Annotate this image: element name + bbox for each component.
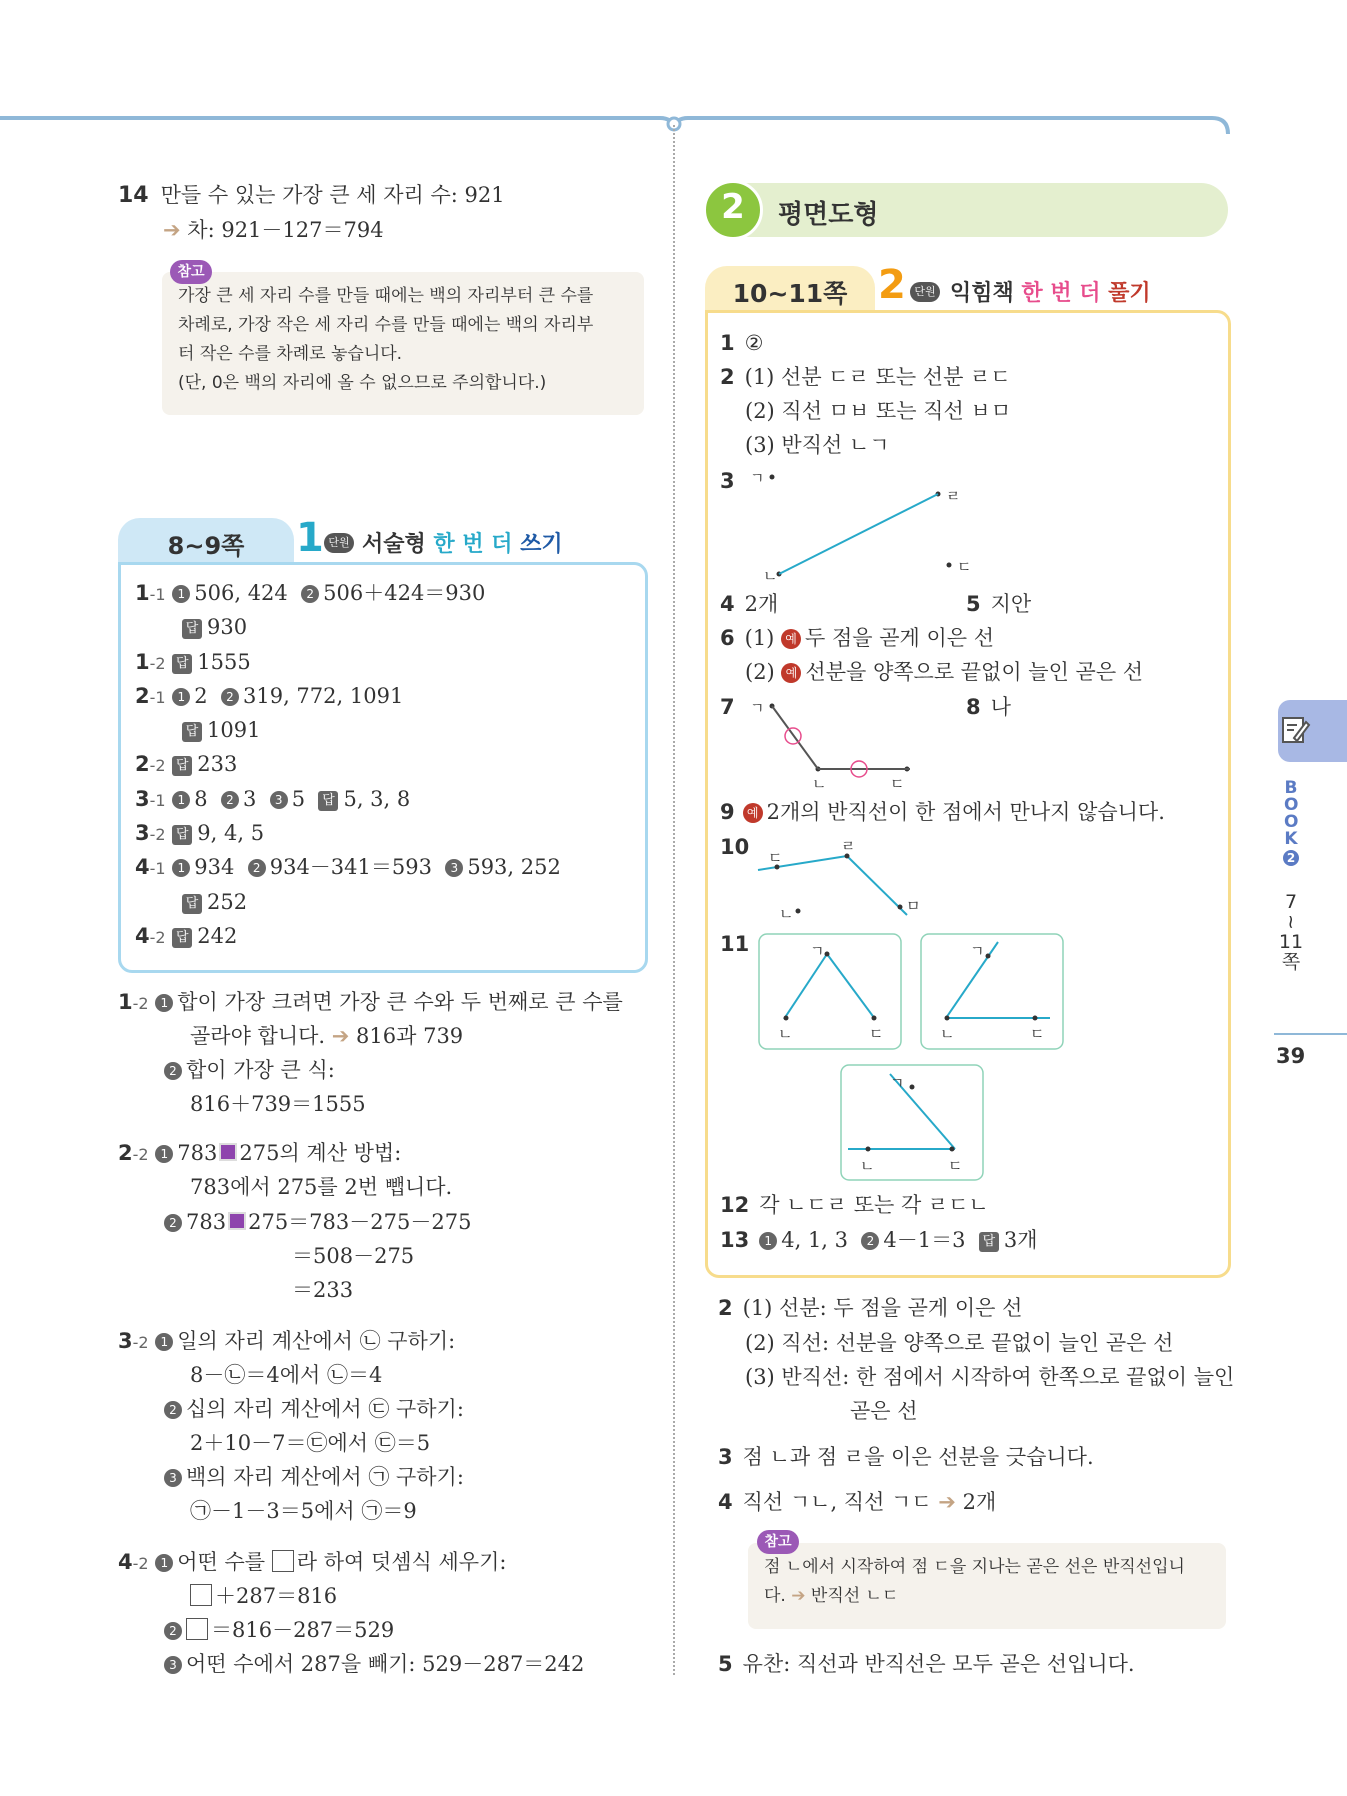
label-a11-g: ㄱ <box>810 942 825 960</box>
circle-3-icon: 3 <box>164 1469 182 1487</box>
right-title-c: 풀기 <box>1108 281 1151 306</box>
item-sub: -2 <box>149 654 166 673</box>
label-a7-1: ㄴ <box>812 775 827 793</box>
example-badge-icon: 예 <box>781 629 801 649</box>
answer: (1) 선분 ㄷㄹ 또는 선분 ㄹㄷ <box>744 365 1011 389</box>
label-a10-1: ㄹ <box>841 837 856 855</box>
item-number: 2 <box>118 1141 133 1165</box>
book-label: BOOK <box>1284 778 1299 849</box>
figure-7 <box>740 690 920 780</box>
item-number: 5 <box>718 1652 733 1676</box>
answer: 1091 <box>207 718 261 742</box>
item-number: 9 <box>720 800 735 824</box>
expl-text: 백의 자리 계산에서 ㉠ 구하기: <box>186 1465 464 1489</box>
arrow-icon: ➔ <box>163 218 181 242</box>
item-number: 6 <box>720 626 735 650</box>
section-number: 2 <box>721 187 745 227</box>
item-number: 3 <box>135 787 150 811</box>
answer-badge-icon: 답 <box>172 756 192 776</box>
circle-1-icon: 1 <box>759 1232 777 1250</box>
item-sub: -2 <box>132 994 149 1013</box>
item-sub: -1 <box>149 688 166 707</box>
item-number: 4 <box>720 592 735 616</box>
circle-1-icon: 1 <box>172 791 190 809</box>
label-a11-d: ㄷ <box>869 1025 884 1043</box>
note-line: 가장 큰 세 자리 수를 만들 때에는 백의 자리부터 큰 수를 <box>178 286 594 306</box>
answer-badge-icon: 답 <box>182 722 202 742</box>
left-title-c: 쓰기 <box>520 532 563 557</box>
answer: (1) <box>744 626 782 650</box>
answer: (3) 반직선 ㄴㄱ <box>745 433 890 457</box>
edit-icon <box>1280 714 1312 746</box>
operator-square-icon <box>228 1212 246 1230</box>
answer-badge-icon: 답 <box>182 894 202 914</box>
q14-note <box>162 272 644 415</box>
page-number: 39 <box>1276 1044 1306 1068</box>
answer: 506＋424＝930 <box>323 581 486 605</box>
item-number: 12 <box>720 1193 750 1217</box>
answer: 3 <box>243 787 257 811</box>
expl-text: 2개 <box>962 1490 997 1514</box>
q14-line2: 차: 921－127＝794 <box>187 218 384 242</box>
answer: 319, 772, 1091 <box>243 684 404 708</box>
circle-1-icon: 1 <box>155 1554 173 1572</box>
expl-text: 합이 가장 크려면 가장 큰 수와 두 번째로 큰 수를 <box>177 990 623 1014</box>
circle-2-icon: 2 <box>164 1062 182 1080</box>
expl-text: (3) 반직선: 한 점에서 시작하여 한쪽으로 끝없이 늘인 <box>745 1365 1235 1389</box>
answer-badge-icon: 답 <box>182 619 202 639</box>
item-number: 1 <box>135 650 150 674</box>
answer-badge-icon: 답 <box>979 1232 999 1252</box>
circle-2-icon: 2 <box>164 1214 182 1232</box>
expl-text: 라 하여 덧셈식 세우기: <box>296 1550 507 1574</box>
answer: 930 <box>207 615 248 639</box>
item-number: 4 <box>118 1550 133 1574</box>
label-a3-1: ㄹ <box>946 487 961 505</box>
right-unit-number: 2 <box>878 262 906 308</box>
expl-text: 어떤 수를 <box>177 1550 272 1574</box>
answer: 4, 1, 3 <box>781 1228 849 1252</box>
circle-1-icon: 1 <box>155 1145 173 1163</box>
item-sub: -2 <box>149 928 166 947</box>
answer: 4－1＝3 <box>883 1228 966 1252</box>
item-sub: -2 <box>132 1554 149 1573</box>
arrow-icon: ➔ <box>331 1024 350 1048</box>
expl-text: 골라야 합니다. <box>190 1024 332 1048</box>
operator-square-icon <box>219 1143 237 1161</box>
expl-text: (1) 선분: 두 점을 곧게 이은 선 <box>742 1296 1023 1320</box>
note-line: 터 작은 수를 차례로 놓습니다. <box>178 344 403 364</box>
circle-1-icon: 1 <box>172 859 190 877</box>
answer: 506, 424 <box>194 581 288 605</box>
item-number: 4 <box>718 1490 733 1514</box>
item-number: 1 <box>135 581 150 605</box>
circle-1-icon: 1 <box>155 1333 173 1351</box>
expl-text: ＝816－287＝529 <box>211 1618 395 1642</box>
answer: 각 ㄴㄷㄹ 또는 각 ㄹㄷㄴ <box>759 1193 989 1217</box>
note-line: 점 ㄴ에서 시작하여 점 ㄷ을 지나는 곧은 선은 반직선입니 <box>764 1557 1185 1577</box>
answer: 나 <box>990 695 1011 719</box>
circle-3-icon: 3 <box>164 1656 182 1674</box>
item-number: 2 <box>135 684 150 708</box>
expl-text: 816＋739＝1555 <box>190 1092 366 1116</box>
expl-text: 275＝783－275－275 <box>248 1210 472 1234</box>
pages-to: 11 <box>1278 931 1304 953</box>
item-number: 3 <box>118 1329 133 1353</box>
answer: 5 <box>291 787 306 811</box>
left-header-pages: 8~9쪽 <box>167 532 245 560</box>
note-badge: 참고 <box>170 260 212 284</box>
example-badge-icon: 예 <box>743 803 763 823</box>
expl-text: 어떤 수에서 287을 빼기: 529－287＝242 <box>186 1652 585 1676</box>
expl-text: 유찬: 직선과 반직선은 모두 곧은 선입니다. <box>742 1652 1135 1676</box>
item-number: 2 <box>135 752 150 776</box>
answer: 선분을 양쪽으로 끝없이 늘인 곧은 선 <box>805 660 1144 684</box>
circle-2-icon: 2 <box>221 791 239 809</box>
label-a11b-n: ㄴ <box>940 1025 955 1043</box>
answer: 1555 <box>197 650 251 674</box>
expl-text: ＋287＝816 <box>215 1584 338 1608</box>
example-badge-icon: 예 <box>781 663 801 683</box>
note-line: 다. <box>764 1586 792 1606</box>
answer: 8 <box>194 787 208 811</box>
blank-box-icon <box>186 1618 208 1640</box>
answer: 242 <box>197 924 238 948</box>
unit-badge: 단원 <box>324 533 354 553</box>
e4-note <box>748 1543 1226 1629</box>
item-sub: -1 <box>149 791 166 810</box>
circle-2-icon: 2 <box>164 1401 182 1419</box>
item-number: 11 <box>720 932 750 956</box>
label-a3-2: ㄴ <box>763 567 778 585</box>
circle-1-icon: 1 <box>155 994 173 1012</box>
column-divider <box>673 125 675 1675</box>
expl-text: 783에서 275를 2번 뺍니다. <box>190 1175 453 1199</box>
label-a10-2: ㄴ <box>779 905 794 923</box>
answer-badge-icon: 답 <box>172 654 192 674</box>
answer: 593, 252 <box>467 855 561 879</box>
blank-box-icon <box>190 1584 212 1606</box>
answer: (2) 직선 ㅁㅂ 또는 직선 ㅂㅁ <box>745 399 1011 423</box>
expl-text: 십의 자리 계산에서 ㉢ 구하기: <box>186 1397 464 1421</box>
expl-text: ㉠－1－3＝5에서 ㉠＝9 <box>190 1499 417 1523</box>
answer: 두 점을 곧게 이은 선 <box>805 626 995 650</box>
answer: 2 <box>194 684 208 708</box>
circle-3-icon: 3 <box>270 791 288 809</box>
item-sub: -1 <box>149 859 166 878</box>
circle-2-icon: 2 <box>301 585 319 603</box>
expl-text: 합이 가장 큰 식: <box>186 1058 335 1082</box>
answer: (2) <box>745 660 782 684</box>
answer: 934－341＝593 <box>269 855 432 879</box>
note-line: (단, 0은 백의 자리에 올 수 없으므로 주의합니다.) <box>178 373 547 393</box>
q14-number: 14 <box>118 183 149 208</box>
item-number: 3 <box>135 821 150 845</box>
note-line: 반직선 ㄴㄷ <box>810 1586 899 1606</box>
unit-badge: 단원 <box>910 282 940 302</box>
note-badge: 참고 <box>757 1530 799 1554</box>
item-number: 13 <box>720 1228 750 1252</box>
circle-2-icon: 2 <box>861 1232 879 1250</box>
item-number: 1 <box>118 990 133 1014</box>
label-a11b-g: ㄱ <box>970 942 985 960</box>
answer: 5, 3, 8 <box>343 787 411 811</box>
item-number: 3 <box>720 469 735 493</box>
pages-tilde: ~ <box>1280 914 1302 930</box>
expl-text: 783 <box>186 1210 227 1234</box>
answer: 2개의 반직선이 한 점에서 만나지 않습니다. <box>766 800 1165 824</box>
item-number: 2 <box>720 365 735 389</box>
circle-1-icon: 1 <box>172 585 190 603</box>
item-sub: -2 <box>149 756 166 775</box>
left-title-a: 서술형 <box>362 532 434 557</box>
q14-line1: 만들 수 있는 가장 큰 세 자리 수: 921 <box>160 183 505 207</box>
item-number: 1 <box>720 331 735 355</box>
expl-text: (2) 직선: 선분을 양쪽으로 끝없이 늘인 곧은 선 <box>745 1331 1174 1355</box>
item-number: 10 <box>720 835 750 859</box>
item-number: 5 <box>966 592 981 616</box>
item-sub: -2 <box>132 1145 149 1164</box>
label-a7-0: ㄱ <box>750 699 765 717</box>
label-a7-2: ㄷ <box>890 775 905 793</box>
arrow-icon: ➔ <box>938 1490 956 1514</box>
expl-text: 점 ㄴ과 점 ㄹ을 이은 선분을 긋습니다. <box>742 1445 1094 1469</box>
label-a11b-d: ㄷ <box>1030 1025 1045 1043</box>
circle-3-icon: 3 <box>445 859 463 877</box>
item-number: 7 <box>720 695 735 719</box>
left-title-b: 한 번 더 <box>433 532 521 557</box>
item-sub: -1 <box>149 585 166 604</box>
label-a3-3: ㄷ <box>957 558 972 576</box>
expl-text: ＝508－275 <box>292 1244 415 1268</box>
blank-box-icon <box>272 1550 294 1572</box>
expl-text: 2＋10－7＝㉢에서 ㉢＝5 <box>190 1431 431 1455</box>
label-a3-0: ㄱ <box>750 469 765 487</box>
pages-unit: 쪽 <box>1281 951 1301 973</box>
item-sub: -2 <box>149 825 166 844</box>
note-line: 차례로, 가장 작은 세 자리 수를 만들 때에는 백의 자리부 <box>178 315 594 335</box>
expl-text: 8－㉡＝4에서 ㉡＝4 <box>190 1363 383 1387</box>
item-number: 4 <box>135 924 150 948</box>
answer: 9, 4, 5 <box>197 821 265 845</box>
circle-2-icon: 2 <box>164 1622 182 1640</box>
expl-text: ＝233 <box>292 1278 354 1302</box>
expl-text: 783 <box>177 1141 218 1165</box>
item-number: 4 <box>135 855 150 879</box>
answer: 2개 <box>744 592 779 616</box>
circle-2-icon: 2 <box>221 688 239 706</box>
answer-badge-icon: 답 <box>172 825 192 845</box>
pages-from: 7 <box>1284 891 1298 913</box>
label-a10-0: ㄷ <box>768 849 783 867</box>
label-a11c-n: ㄴ <box>860 1157 875 1175</box>
answer: 233 <box>197 752 238 776</box>
item-number: 8 <box>966 695 981 719</box>
label-a11c-g: ㄱ <box>890 1074 905 1092</box>
answer: 3개 <box>1003 1228 1038 1252</box>
answer: ② <box>744 331 764 355</box>
label-a11-n: ㄴ <box>778 1025 793 1043</box>
label-a11c-d: ㄷ <box>948 1157 963 1175</box>
expl-text: 275의 계산 방법: <box>239 1141 402 1165</box>
item-number: 2 <box>718 1296 733 1320</box>
expl-text: 일의 자리 계산에서 ㉡ 구하기: <box>177 1329 456 1353</box>
circle-1-icon: 1 <box>172 688 190 706</box>
section-title: 평면도형 <box>778 200 879 230</box>
label-a10-3: ㅁ <box>906 897 921 915</box>
right-title-a: 익힘책 <box>950 281 1022 306</box>
expl-text: 816과 739 <box>356 1024 464 1048</box>
answer: 252 <box>207 890 248 914</box>
answer-badge-icon: 답 <box>318 791 338 811</box>
right-header-pages: 10~11쪽 <box>732 279 848 308</box>
side-rule <box>1274 1033 1347 1035</box>
circle-2-icon: 2 <box>248 859 266 877</box>
left-unit-number: 1 <box>296 515 324 561</box>
item-sub: -2 <box>132 1333 149 1352</box>
expl-text: 직선 ㄱㄴ, 직선 ㄱㄷ <box>742 1490 939 1514</box>
book-number: 2 <box>1283 850 1299 866</box>
arrow-icon: ➔ <box>791 1586 806 1606</box>
right-title-b: 한 번 더 <box>1021 281 1109 306</box>
answer-badge-icon: 답 <box>172 928 192 948</box>
expl-text: 곧은 선 <box>850 1399 918 1423</box>
answer: 지안 <box>990 592 1032 616</box>
answer: 934 <box>194 855 235 879</box>
item-number: 3 <box>718 1445 733 1469</box>
